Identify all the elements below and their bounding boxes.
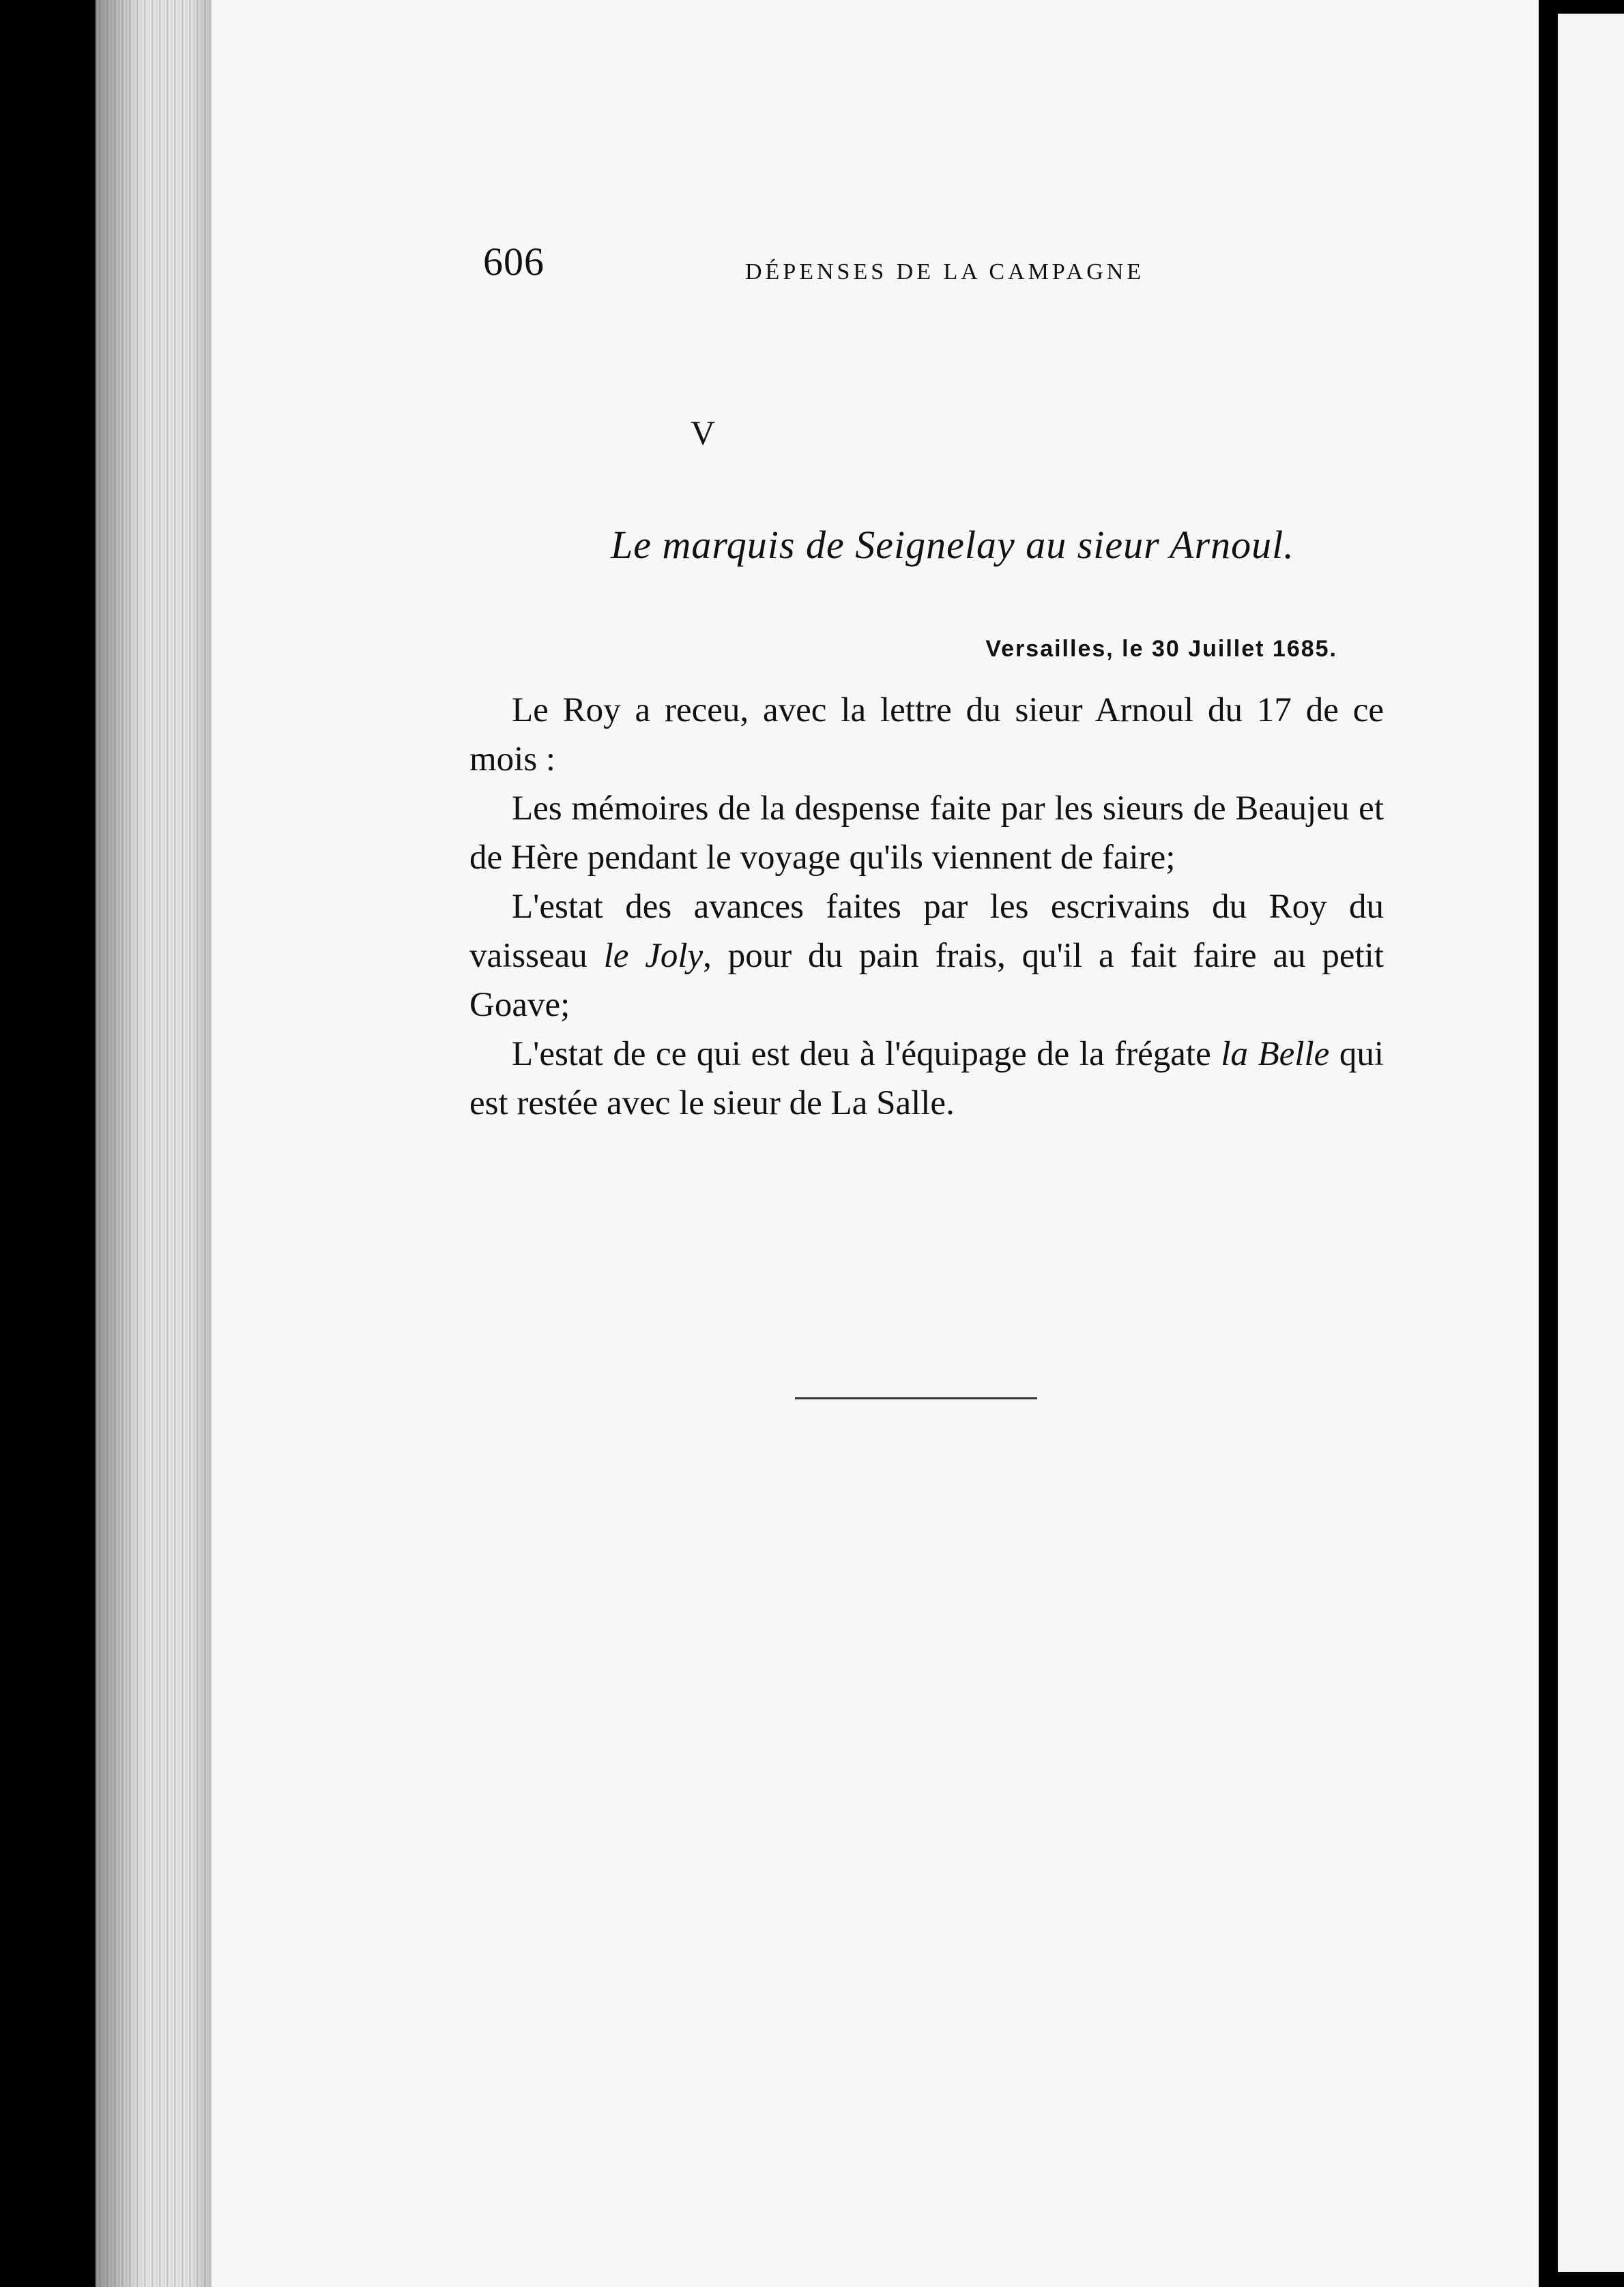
paragraph-3-text-after: , pour du pain frais, qu'il a fait faire au petit Goave; (469, 937, 1384, 1024)
ship-name-le-joly: le Joly (603, 937, 704, 975)
section-numeral-text: V (690, 413, 716, 452)
letter-body (469, 686, 1384, 1128)
paragraph-3-text-before: L'estat des avances faites par les escrivains du Roy du vaisseau (469, 888, 1384, 975)
book-edge-shadow (96, 0, 212, 2287)
ship-name-la-belle: la Belle (1221, 1035, 1330, 1073)
letter-dateline: Versailles, le 30 Juillet 1685. (985, 636, 1337, 662)
paragraph-2 (469, 784, 1384, 882)
paragraph-4 (469, 1030, 1384, 1128)
paragraph-1 (469, 686, 1384, 784)
section-numeral (0, 413, 1624, 452)
paragraph-4-text-after: qui est restée avec le sieur de La Salle. (469, 1035, 1384, 1122)
page-number: 606 (483, 239, 545, 284)
paragraph-1-text: Le Roy a receu, avec la lettre du sieur Arnoul du 17 de ce mois : (469, 691, 1384, 778)
letter-heading: Le marquis de Seignelay au sieur Arnoul. (611, 523, 1294, 567)
paragraph-3 (469, 882, 1384, 1030)
paragraph-2-text: Les mémoires de la despense faite par les sieurs de Beaujeu et de Hère pendant le voyage qu'ils viennent de faire; (469, 789, 1384, 877)
running-title: DÉPENSES DE LA CAMPAGNE (745, 259, 1145, 285)
facing-page-edge (1558, 14, 1624, 2272)
book-page (212, 0, 1539, 2287)
page-gutter (1539, 0, 1558, 2287)
end-of-section-rule (795, 1397, 1037, 1399)
paragraph-4-text-before: L'estat de ce qui est deu à l'équipage de la frégate (512, 1035, 1221, 1073)
